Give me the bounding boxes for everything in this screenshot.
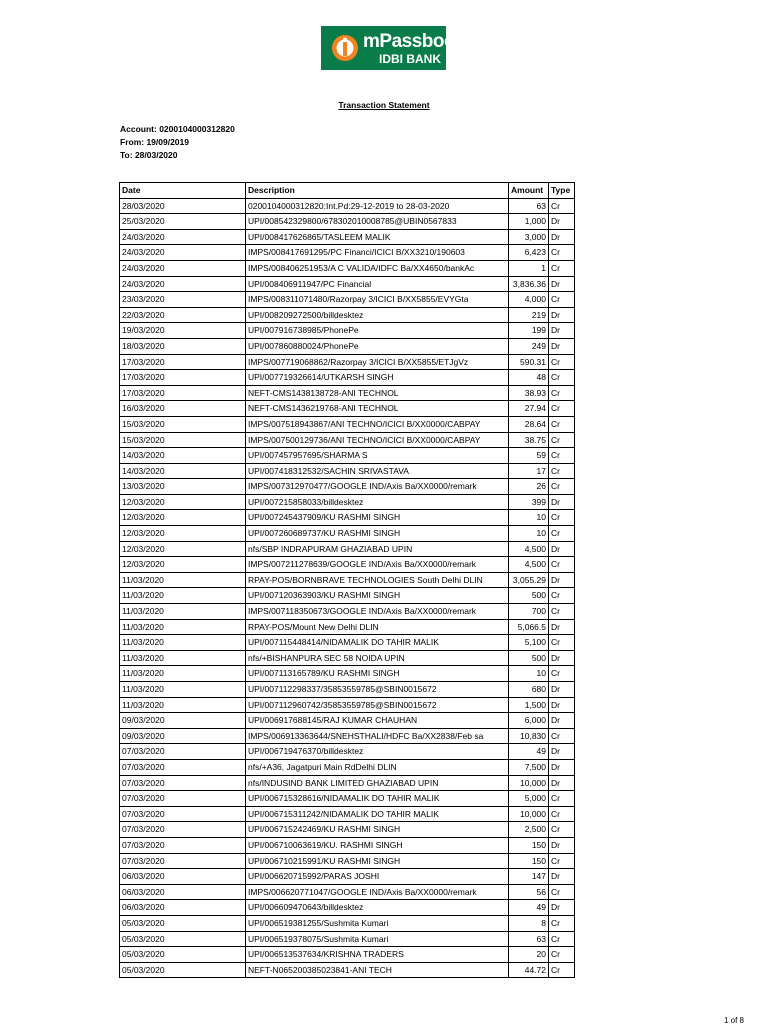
cell-date: 14/03/2020 bbox=[120, 463, 246, 479]
cell-type: Cr bbox=[549, 962, 575, 978]
cell-type: Dr bbox=[549, 572, 575, 588]
cell-type: Cr bbox=[549, 354, 575, 370]
cell-amount: 150 bbox=[509, 853, 549, 869]
table-row bbox=[120, 292, 575, 308]
table-row bbox=[120, 635, 575, 651]
cell-description: UPI/006715311242/NIDAMALIK DO TAHIR MALIK bbox=[246, 806, 509, 822]
cell-type: Dr bbox=[549, 323, 575, 339]
cell-description: nfs/INDUSIND BANK LIMITED GHAZIABAD UPIN bbox=[246, 775, 509, 791]
cell-type: Cr bbox=[549, 510, 575, 526]
cell-date: 15/03/2020 bbox=[120, 432, 246, 448]
table-row bbox=[120, 494, 575, 510]
table-row bbox=[120, 931, 575, 947]
cell-type: Dr bbox=[549, 837, 575, 853]
cell-amount: 150 bbox=[509, 837, 549, 853]
cell-amount: 4,500 bbox=[509, 541, 549, 557]
cell-amount: 249 bbox=[509, 338, 549, 354]
cell-date: 07/03/2020 bbox=[120, 744, 246, 760]
cell-type: Cr bbox=[549, 947, 575, 963]
cell-description: UPI/007418312532/SACHIN SRIVASTAVA bbox=[246, 463, 509, 479]
cell-date: 18/03/2020 bbox=[120, 338, 246, 354]
cell-type: Cr bbox=[549, 432, 575, 448]
cell-type: Dr bbox=[549, 307, 575, 323]
table-row bbox=[120, 385, 575, 401]
cell-date: 23/03/2020 bbox=[120, 292, 246, 308]
table-row bbox=[120, 915, 575, 931]
cell-type: Cr bbox=[549, 526, 575, 542]
cell-date: 13/03/2020 bbox=[120, 479, 246, 495]
cell-amount: 5,000 bbox=[509, 791, 549, 807]
cell-amount: 680 bbox=[509, 682, 549, 698]
cell-description: IMPS/006913363644/SNEHSTHALI/HDFC Ba/XX2838/Feb sa bbox=[246, 728, 509, 744]
statement-title: Transaction Statement bbox=[338, 100, 430, 110]
table-row bbox=[120, 869, 575, 885]
cell-type: Dr bbox=[549, 697, 575, 713]
cell-description: UPI/007719326614/UTKARSH SINGH bbox=[246, 370, 509, 386]
cell-type: Cr bbox=[549, 635, 575, 651]
cell-amount: 2,500 bbox=[509, 822, 549, 838]
cell-date: 05/03/2020 bbox=[120, 947, 246, 963]
cell-amount: 10 bbox=[509, 526, 549, 542]
cell-amount: 49 bbox=[509, 900, 549, 916]
cell-type: Cr bbox=[549, 370, 575, 386]
cell-description: UPI/006620715992/PARAS JOSHI bbox=[246, 869, 509, 885]
cell-amount: 26 bbox=[509, 479, 549, 495]
cell-description: UPI/007112960742/35853559785@SBIN0015672 bbox=[246, 697, 509, 713]
cell-date: 16/03/2020 bbox=[120, 401, 246, 417]
table-row bbox=[120, 245, 575, 261]
cell-date: 12/03/2020 bbox=[120, 494, 246, 510]
cell-type: Dr bbox=[549, 214, 575, 230]
table-row bbox=[120, 557, 575, 573]
cell-date: 09/03/2020 bbox=[120, 713, 246, 729]
cell-amount: 59 bbox=[509, 448, 549, 464]
cell-amount: 5,066.5 bbox=[509, 619, 549, 635]
cell-date: 07/03/2020 bbox=[120, 791, 246, 807]
cell-date: 11/03/2020 bbox=[120, 588, 246, 604]
cell-date: 05/03/2020 bbox=[120, 962, 246, 978]
table-row bbox=[120, 526, 575, 542]
cell-amount: 10,830 bbox=[509, 728, 549, 744]
cell-amount: 4,500 bbox=[509, 557, 549, 573]
table-row bbox=[120, 416, 575, 432]
cell-type: Cr bbox=[549, 198, 575, 214]
cell-type: Dr bbox=[549, 541, 575, 557]
cell-description: IMPS/007312970477/GOOGLE IND/Axis Ba/XX0000/remark bbox=[246, 479, 509, 495]
table-row bbox=[120, 572, 575, 588]
cell-amount: 27.94 bbox=[509, 401, 549, 417]
cell-type: Dr bbox=[549, 713, 575, 729]
table-row bbox=[120, 307, 575, 323]
header-amount: Amount bbox=[509, 183, 549, 199]
cell-amount: 700 bbox=[509, 604, 549, 620]
cell-date: 06/03/2020 bbox=[120, 869, 246, 885]
cell-type: Dr bbox=[549, 744, 575, 760]
cell-type: Dr bbox=[549, 276, 575, 292]
cell-description: UPI/006609470643/billdesktez bbox=[246, 900, 509, 916]
cell-date: 11/03/2020 bbox=[120, 619, 246, 635]
cell-description: nfs/+BISHANPURA SEC 58 NOIDA UPIN bbox=[246, 650, 509, 666]
cell-description: UPI/006710063619/KU. RASHMI SINGH bbox=[246, 837, 509, 853]
table-row bbox=[120, 370, 575, 386]
table-row bbox=[120, 791, 575, 807]
cell-type: Dr bbox=[549, 869, 575, 885]
cell-description: IMPS/008311071480/Razorpay 3/ICICI B/XX5855/EVYGta bbox=[246, 292, 509, 308]
table-row bbox=[120, 354, 575, 370]
cell-type: Cr bbox=[549, 448, 575, 464]
cell-description: UPI/007215858033/billdesktez bbox=[246, 494, 509, 510]
cell-date: 11/03/2020 bbox=[120, 635, 246, 651]
cell-amount: 1 bbox=[509, 260, 549, 276]
cell-amount: 399 bbox=[509, 494, 549, 510]
cell-description: UPI/008406911947/PC Financial bbox=[246, 276, 509, 292]
cell-amount: 6,000 bbox=[509, 713, 549, 729]
cell-description: UPI/008209272500/billdesktez bbox=[246, 307, 509, 323]
header-date: Date bbox=[120, 183, 246, 199]
table-row bbox=[120, 650, 575, 666]
cell-type: Cr bbox=[549, 853, 575, 869]
cell-description: IMPS/007719068862/Razorpay 3/ICICI B/XX5855/ETJgVz bbox=[246, 354, 509, 370]
cell-amount: 590.31 bbox=[509, 354, 549, 370]
cell-description: UPI/006710215991/KU RASHMI SINGH bbox=[246, 853, 509, 869]
table-row bbox=[120, 682, 575, 698]
cell-type: Cr bbox=[549, 416, 575, 432]
cell-amount: 44.72 bbox=[509, 962, 549, 978]
cell-date: 05/03/2020 bbox=[120, 931, 246, 947]
table-row bbox=[120, 276, 575, 292]
cell-type: Dr bbox=[549, 619, 575, 635]
cell-type: Cr bbox=[549, 479, 575, 495]
cell-description: IMPS/007211278639/GOOGLE IND/Axis Ba/XX0000/remark bbox=[246, 557, 509, 573]
cell-description: UPI/008417626865/TASLEEM MALIK bbox=[246, 229, 509, 245]
cell-date: 07/03/2020 bbox=[120, 822, 246, 838]
cell-type: Cr bbox=[549, 385, 575, 401]
idbi-emblem-icon bbox=[330, 33, 360, 63]
cell-date: 11/03/2020 bbox=[120, 666, 246, 682]
cell-type: Dr bbox=[549, 229, 575, 245]
mpassbook-logo bbox=[321, 26, 466, 70]
cell-description: UPI/007916738985/PhonePe bbox=[246, 323, 509, 339]
cell-amount: 500 bbox=[509, 588, 549, 604]
cell-type: Cr bbox=[549, 791, 575, 807]
cell-amount: 147 bbox=[509, 869, 549, 885]
table-row bbox=[120, 323, 575, 339]
cell-amount: 3,000 bbox=[509, 229, 549, 245]
cell-type: Cr bbox=[549, 401, 575, 417]
cell-description: UPI/006513537634/KRISHNA TRADERS bbox=[246, 947, 509, 963]
cell-description: RPAY-POS/BORNBRAVE TECHNOLOGIES South Delhi DLIN bbox=[246, 572, 509, 588]
cell-date: 24/03/2020 bbox=[120, 229, 246, 245]
cell-date: 11/03/2020 bbox=[120, 604, 246, 620]
cell-amount: 48 bbox=[509, 370, 549, 386]
cell-description: IMPS/008406251953/A C VALIDA/IDFC Ba/XX4650/bankAc bbox=[246, 260, 509, 276]
cell-description: IMPS/007118350673/GOOGLE IND/Axis Ba/XX0000/remark bbox=[246, 604, 509, 620]
cell-description: UPI/007860880024/PhonePe bbox=[246, 338, 509, 354]
table-row bbox=[120, 713, 575, 729]
cell-date: 22/03/2020 bbox=[120, 307, 246, 323]
cell-description: UPI/006519381255/Sushmita Kumari bbox=[246, 915, 509, 931]
table-row bbox=[120, 432, 575, 448]
cell-date: 05/03/2020 bbox=[120, 915, 246, 931]
table-row bbox=[120, 900, 575, 916]
table-row bbox=[120, 214, 575, 230]
cell-type: Cr bbox=[549, 245, 575, 261]
cell-description: nfs/SBP INDRAPURAM GHAZIABAD UPIN bbox=[246, 541, 509, 557]
table-row bbox=[120, 884, 575, 900]
cell-description: 0200104000312820:Int.Pd:29-12-2019 to 28-03-2020 bbox=[246, 198, 509, 214]
cell-date: 11/03/2020 bbox=[120, 697, 246, 713]
cell-date: 12/03/2020 bbox=[120, 526, 246, 542]
cell-date: 07/03/2020 bbox=[120, 837, 246, 853]
table-row bbox=[120, 463, 575, 479]
table-row bbox=[120, 588, 575, 604]
cell-type: Dr bbox=[549, 775, 575, 791]
table-row bbox=[120, 510, 575, 526]
cell-amount: 10,000 bbox=[509, 806, 549, 822]
cell-description: UPI/008542329800/678302010008785@UBIN0567833 bbox=[246, 214, 509, 230]
bank-name: IDBI BANK bbox=[379, 52, 441, 66]
cell-amount: 17 bbox=[509, 463, 549, 479]
cell-type: Cr bbox=[549, 822, 575, 838]
cell-date: 12/03/2020 bbox=[120, 510, 246, 526]
table-header-row bbox=[120, 183, 575, 199]
cell-date: 28/03/2020 bbox=[120, 198, 246, 214]
cell-amount: 1,000 bbox=[509, 214, 549, 230]
cell-type: Cr bbox=[549, 884, 575, 900]
cell-description: nfs/+A36, Jagatpuri Main RdDelhi DLIN bbox=[246, 759, 509, 775]
cell-amount: 4,000 bbox=[509, 292, 549, 308]
table-row bbox=[120, 541, 575, 557]
cell-date: 07/03/2020 bbox=[120, 806, 246, 822]
cell-description: UPI/006917688145/RAJ KUMAR CHAUHAN bbox=[246, 713, 509, 729]
cell-description: UPI/006519378075/Sushmita Kumari bbox=[246, 931, 509, 947]
table-row bbox=[120, 401, 575, 417]
cell-type: Dr bbox=[549, 759, 575, 775]
brand-name: mPassbook bbox=[363, 31, 466, 52]
cell-type: Dr bbox=[549, 650, 575, 666]
table-row bbox=[120, 775, 575, 791]
page-indicator: 1 of 8 bbox=[723, 1016, 744, 1025]
cell-amount: 3,836.36 bbox=[509, 276, 549, 292]
cell-date: 15/03/2020 bbox=[120, 416, 246, 432]
table-row bbox=[120, 837, 575, 853]
cell-amount: 10 bbox=[509, 510, 549, 526]
cell-date: 24/03/2020 bbox=[120, 245, 246, 261]
cell-amount: 8 bbox=[509, 915, 549, 931]
cell-type: Dr bbox=[549, 682, 575, 698]
cell-date: 17/03/2020 bbox=[120, 354, 246, 370]
cell-type: Cr bbox=[549, 557, 575, 573]
cell-date: 12/03/2020 bbox=[120, 541, 246, 557]
cell-date: 17/03/2020 bbox=[120, 385, 246, 401]
cell-type: Cr bbox=[549, 604, 575, 620]
to-date: To: 28/03/2020 bbox=[120, 150, 178, 160]
table-row bbox=[120, 759, 575, 775]
cell-date: 11/03/2020 bbox=[120, 682, 246, 698]
cell-date: 07/03/2020 bbox=[120, 775, 246, 791]
table-row bbox=[120, 947, 575, 963]
table-row bbox=[120, 806, 575, 822]
cell-description: UPI/007115448414/NIDAMALIK DO TAHIR MALIK bbox=[246, 635, 509, 651]
table-row bbox=[120, 604, 575, 620]
cell-amount: 219 bbox=[509, 307, 549, 323]
cell-type: Cr bbox=[549, 915, 575, 931]
header-description: Description bbox=[246, 183, 509, 199]
cell-description: RPAY-POS/Mount New Delhi DLIN bbox=[246, 619, 509, 635]
cell-date: 14/03/2020 bbox=[120, 448, 246, 464]
cell-amount: 28.64 bbox=[509, 416, 549, 432]
cell-amount: 1,500 bbox=[509, 697, 549, 713]
cell-amount: 63 bbox=[509, 931, 549, 947]
cell-date: 24/03/2020 bbox=[120, 260, 246, 276]
cell-amount: 6,423 bbox=[509, 245, 549, 261]
cell-description: UPI/007245437909/KU RASHMI SINGH bbox=[246, 510, 509, 526]
table-row bbox=[120, 448, 575, 464]
table-row bbox=[120, 962, 575, 978]
transaction-table bbox=[119, 182, 575, 978]
cell-type: Cr bbox=[549, 666, 575, 682]
cell-date: 11/03/2020 bbox=[120, 572, 246, 588]
cell-date: 07/03/2020 bbox=[120, 759, 246, 775]
cell-date: 17/03/2020 bbox=[120, 370, 246, 386]
cell-description: NEFT-CMS1436219768-ANI TECHNOL bbox=[246, 401, 509, 417]
cell-amount: 3,055.29 bbox=[509, 572, 549, 588]
cell-description: UPI/007113165789/KU RASHMI SINGH bbox=[246, 666, 509, 682]
table-row bbox=[120, 198, 575, 214]
cell-amount: 63 bbox=[509, 198, 549, 214]
table-row bbox=[120, 744, 575, 760]
table-row bbox=[120, 229, 575, 245]
cell-amount: 20 bbox=[509, 947, 549, 963]
account-number: Account: 0200104000312820 bbox=[120, 124, 235, 134]
table-row bbox=[120, 728, 575, 744]
cell-description: IMPS/007518943867/ANI TECHNO/ICICI B/XX0000/CABPAY bbox=[246, 416, 509, 432]
cell-amount: 10 bbox=[509, 666, 549, 682]
transaction-rows bbox=[120, 198, 575, 978]
cell-description: UPI/007457957695/SHARMA S bbox=[246, 448, 509, 464]
cell-amount: 5,100 bbox=[509, 635, 549, 651]
cell-type: Cr bbox=[549, 588, 575, 604]
cell-description: UPI/007112298337/35853559785@SBIN0015672 bbox=[246, 682, 509, 698]
table-row bbox=[120, 697, 575, 713]
cell-description: IMPS/007500129736/ANI TECHNO/ICICI B/XX0000/CABPAY bbox=[246, 432, 509, 448]
cell-type: Cr bbox=[549, 292, 575, 308]
cell-amount: 56 bbox=[509, 884, 549, 900]
cell-type: Cr bbox=[549, 806, 575, 822]
cell-type: Dr bbox=[549, 338, 575, 354]
cell-date: 09/03/2020 bbox=[120, 728, 246, 744]
cell-date: 11/03/2020 bbox=[120, 650, 246, 666]
cell-description: NEFT-N065200385023841-ANI TECH bbox=[246, 962, 509, 978]
cell-date: 19/03/2020 bbox=[120, 323, 246, 339]
from-date: From: 19/09/2019 bbox=[120, 137, 189, 147]
table-row bbox=[120, 260, 575, 276]
cell-date: 25/03/2020 bbox=[120, 214, 246, 230]
cell-amount: 10,000 bbox=[509, 775, 549, 791]
cell-amount: 7,500 bbox=[509, 759, 549, 775]
cell-type: Dr bbox=[549, 494, 575, 510]
cell-type: Cr bbox=[549, 463, 575, 479]
cell-amount: 38.75 bbox=[509, 432, 549, 448]
cell-type: Cr bbox=[549, 260, 575, 276]
cell-amount: 199 bbox=[509, 323, 549, 339]
table-row bbox=[120, 338, 575, 354]
cell-date: 24/03/2020 bbox=[120, 276, 246, 292]
cell-description: UPI/006719476370/billdesktez bbox=[246, 744, 509, 760]
cell-amount: 38.93 bbox=[509, 385, 549, 401]
cell-date: 06/03/2020 bbox=[120, 900, 246, 916]
cell-description: UPI/007120363903/KU RASHMI SINGH bbox=[246, 588, 509, 604]
cell-type: Dr bbox=[549, 900, 575, 916]
cell-description: UPI/007260689737/KU RASHMI SINGH bbox=[246, 526, 509, 542]
table-row bbox=[120, 479, 575, 495]
cell-type: Cr bbox=[549, 931, 575, 947]
cell-description: UPI/006715328616/NIDAMALIK DO TAHIR MALIK bbox=[246, 791, 509, 807]
cell-description: IMPS/008417691295/PC Financi/ICICI B/XX3210/190603 bbox=[246, 245, 509, 261]
cell-description: IMPS/006620771047/GOOGLE IND/Axis Ba/XX0000/remark bbox=[246, 884, 509, 900]
table-row bbox=[120, 666, 575, 682]
table-row bbox=[120, 822, 575, 838]
cell-date: 12/03/2020 bbox=[120, 557, 246, 573]
cell-description: NEFT-CMS1438138728-ANI TECHNOL bbox=[246, 385, 509, 401]
table-row bbox=[120, 853, 575, 869]
cell-date: 06/03/2020 bbox=[120, 884, 246, 900]
cell-amount: 500 bbox=[509, 650, 549, 666]
cell-type: Cr bbox=[549, 728, 575, 744]
cell-date: 07/03/2020 bbox=[120, 853, 246, 869]
header-type: Type bbox=[549, 183, 575, 199]
cell-amount: 49 bbox=[509, 744, 549, 760]
table-row bbox=[120, 619, 575, 635]
cell-description: UPI/006715242469/KU RASHMI SINGH bbox=[246, 822, 509, 838]
